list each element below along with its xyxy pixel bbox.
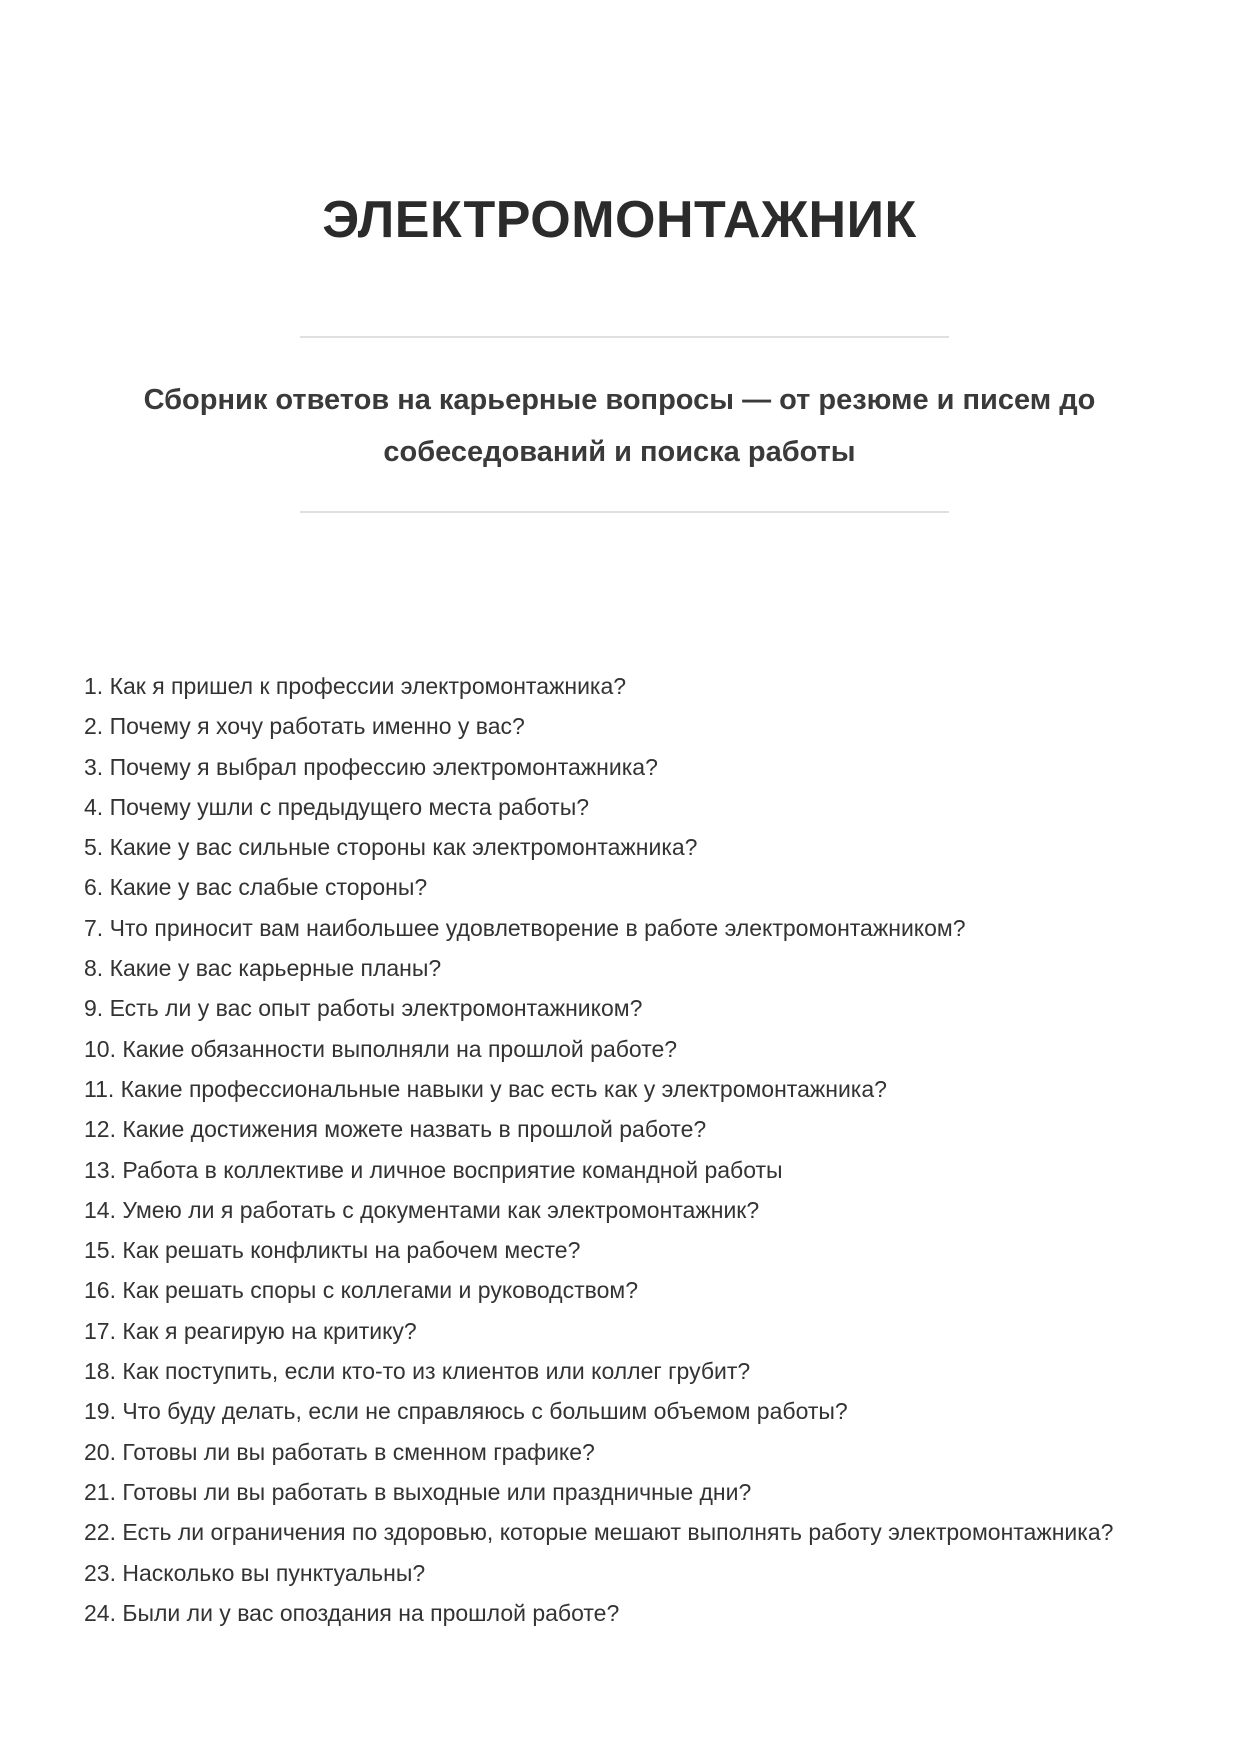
questions-list [84,666,1154,1633]
question-item: 11. Какие профессиональные навыки у вас есть как у электромонтажника? [84,1075,887,1102]
question-item: 17. Как я реагирую на критику? [84,1317,417,1344]
question-item: 21. Готовы ли вы работать в выходные или праздничные дни? [84,1478,752,1505]
question-item: 2. Почему я хочу работать именно у вас? [84,713,525,740]
question-item: 13. Работа в коллективе и личное восприятие командной работы [84,1156,783,1183]
divider-bottom [300,511,949,513]
question-item: 7. Что приносит вам наибольшее удовлетворение в работе электромонтажником? [84,914,966,941]
question-item: 9. Есть ли у вас опыт работы электромонтажником? [84,995,643,1022]
document-subtitle: Сборник ответов на карьерные вопросы — от резюме и писем до собеседований и поиска работы [143,384,1096,468]
question-item: 5. Какие у вас сильные стороны как электромонтажника? [84,834,698,861]
question-item: 24. Были ли у вас опоздания на прошлой работе? [84,1599,620,1626]
question-item: 1. Как я пришел к профессии электромонтажника? [84,673,627,699]
question-item: 8. Какие у вас карьерные планы? [84,955,442,982]
question-item: 18. Как поступить, если кто-то из клиентов или коллег грубит? [84,1358,751,1385]
question-item: 20. Готовы ли вы работать в сменном графике? [84,1438,595,1465]
question-item: 19. Что буду делать, если не справляюсь с большим объемом работы? [84,1398,848,1425]
document-title: ЭЛЕКТРОМОНТАЖНИК [322,191,917,249]
question-item: 12. Какие достижения можете назвать в прошлой работе? [84,1116,707,1143]
question-item: 4. Почему ушли с предыдущего места работы? [84,793,590,820]
question-item: 6. Какие у вас слабые стороны? [84,874,428,901]
question-item: 22. Есть ли ограничения по здоровью, которые мешают выполнять работу электромонтажника? [84,1519,1114,1546]
question-item: 10. Какие обязанности выполняли на прошлой работе? [84,1035,678,1062]
question-item: 23. Насколько вы пунктуальны? [84,1559,426,1586]
question-item: 14. Умею ли я работать с документами как электромонтажник? [84,1196,760,1223]
question-item: 3. Почему я выбрал профессию электромонтажника? [84,753,658,780]
question-item: 15. Как решать конфликты на рабочем месте? [84,1237,581,1264]
divider-top [300,336,949,338]
question-item: 16. Как решать споры с коллегами и руководством? [84,1277,638,1304]
